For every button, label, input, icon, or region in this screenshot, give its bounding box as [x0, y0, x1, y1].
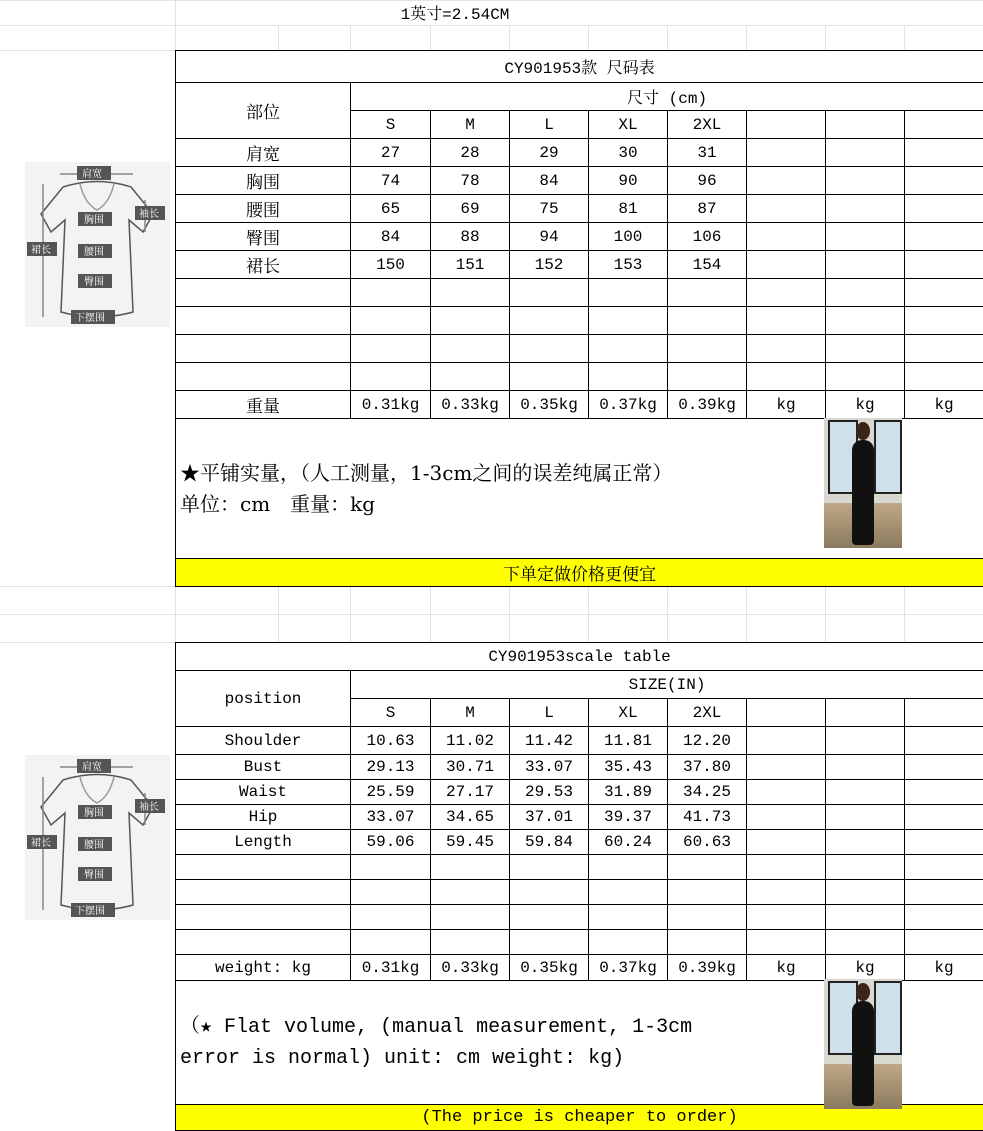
value-cell: 100 — [589, 223, 668, 251]
value-cell — [826, 805, 905, 830]
size-header-cell: S — [351, 111, 431, 139]
value-cell: 96 — [668, 167, 747, 195]
value-cell — [905, 727, 983, 755]
value-cell: 65 — [351, 195, 431, 223]
size-header-cell — [826, 111, 905, 139]
value-cell: 39.37 — [589, 805, 668, 830]
value-cell: 25.59 — [351, 780, 431, 805]
weight-cell: 0.39kg — [668, 391, 747, 419]
diagram-label-shoulder: 肩宽 — [82, 760, 102, 773]
order-price-banner: (The price is cheaper to order) — [176, 1105, 983, 1131]
value-cell: 74 — [351, 167, 431, 195]
value-cell — [905, 223, 983, 251]
value-cell: 37.01 — [510, 805, 589, 830]
value-cell: 88 — [431, 223, 510, 251]
weight-cell: 0.33kg — [431, 391, 510, 419]
value-cell — [826, 727, 905, 755]
row-label: Hip — [176, 805, 351, 830]
value-cell: 30 — [589, 139, 668, 167]
diagram-label-hip: 臀围 — [84, 276, 104, 288]
note-line-2: 单位：cm 重量：kg — [180, 489, 983, 520]
diagram-label-chest: 胸围 — [84, 806, 104, 819]
row-label: Bust — [176, 755, 351, 780]
value-cell: 106 — [668, 223, 747, 251]
value-cell — [826, 139, 905, 167]
diagram-label-chest: 胸围 — [84, 213, 104, 226]
value-cell — [826, 755, 905, 780]
value-cell: 35.43 — [589, 755, 668, 780]
empty-row — [176, 335, 983, 363]
value-cell: 87 — [668, 195, 747, 223]
row-label: 腰围 — [176, 195, 351, 223]
value-cell — [905, 755, 983, 780]
value-cell — [747, 195, 826, 223]
size-unit-header: SIZE(IN) — [351, 671, 983, 699]
size-unit-header: 尺寸 (cm) — [351, 83, 983, 111]
order-price-banner: 下单定做价格更便宜 — [176, 559, 983, 587]
table-row — [176, 139, 983, 167]
size-header-cell: 2XL — [668, 699, 747, 727]
value-cell — [826, 780, 905, 805]
value-cell — [826, 195, 905, 223]
value-cell: 41.73 — [668, 805, 747, 830]
value-cell: 153 — [589, 251, 668, 279]
row-label: Length — [176, 830, 351, 855]
weight-cell: kg — [905, 391, 983, 419]
weight-cell: kg — [826, 955, 905, 981]
size-header-cell: 2XL — [668, 111, 747, 139]
value-cell: 10.63 — [351, 727, 431, 755]
table-row — [176, 805, 983, 830]
garment-measurement-diagram — [25, 162, 170, 327]
diagram-label-hip: 臀围 — [84, 869, 104, 881]
weight-cell: kg — [747, 391, 826, 419]
diagram-label-hem: 下摆围 — [75, 904, 105, 917]
note-line-2: error is normal) unit: cm weight: kg) — [180, 1043, 983, 1074]
value-cell: 152 — [510, 251, 589, 279]
row-label: 臀围 — [176, 223, 351, 251]
weight-cell: 0.39kg — [668, 955, 747, 981]
product-photo — [824, 979, 902, 1109]
value-cell — [905, 251, 983, 279]
table-row — [176, 780, 983, 805]
table-row — [176, 195, 983, 223]
size-header-cell — [826, 699, 905, 727]
size-header-cell: L — [510, 699, 589, 727]
value-cell — [747, 727, 826, 755]
value-cell: 60.24 — [589, 830, 668, 855]
diagram-label-sleeve: 袖长 — [139, 800, 159, 813]
value-cell — [747, 251, 826, 279]
value-cell: 81 — [589, 195, 668, 223]
value-cell: 11.42 — [510, 727, 589, 755]
value-cell — [826, 223, 905, 251]
row-label: 肩宽 — [176, 139, 351, 167]
value-cell: 75 — [510, 195, 589, 223]
weight-cell: 0.35kg — [510, 955, 589, 981]
table-row — [176, 727, 983, 755]
diagram-label-hem: 下摆围 — [75, 311, 105, 324]
empty-row — [176, 930, 983, 955]
value-cell: 31.89 — [589, 780, 668, 805]
value-cell: 31 — [668, 139, 747, 167]
value-cell: 90 — [589, 167, 668, 195]
diagram-label-waist: 腰围 — [84, 839, 104, 851]
value-cell — [826, 830, 905, 855]
table-row — [176, 755, 983, 780]
weight-row — [176, 391, 983, 419]
value-cell: 29.13 — [351, 755, 431, 780]
weight-cell: kg — [747, 955, 826, 981]
size-header-cell: L — [510, 111, 589, 139]
value-cell: 37.80 — [668, 755, 747, 780]
table-row — [176, 251, 983, 279]
diagram-label-shoulder: 肩宽 — [82, 167, 102, 180]
empty-row — [176, 363, 983, 391]
position-header: 部位 — [176, 83, 351, 139]
value-cell — [747, 755, 826, 780]
value-cell — [826, 167, 905, 195]
value-cell: 11.81 — [589, 727, 668, 755]
empty-row — [176, 307, 983, 335]
weight-label: 重量 — [176, 391, 351, 419]
size-header-cell: M — [431, 699, 510, 727]
value-cell: 33.07 — [510, 755, 589, 780]
value-cell — [905, 830, 983, 855]
row-label: 胸围 — [176, 167, 351, 195]
value-cell: 78 — [431, 167, 510, 195]
value-cell: 154 — [668, 251, 747, 279]
value-cell — [905, 805, 983, 830]
weight-cell: 0.31kg — [351, 391, 431, 419]
product-photo — [824, 418, 902, 548]
weight-cell: 0.31kg — [351, 955, 431, 981]
value-cell: 30.71 — [431, 755, 510, 780]
row-label: Shoulder — [176, 727, 351, 755]
size-header-cell — [747, 699, 826, 727]
size-header-cell: XL — [589, 111, 668, 139]
weight-cell: 0.33kg — [431, 955, 510, 981]
value-cell: 69 — [431, 195, 510, 223]
weight-cell: 0.37kg — [589, 391, 668, 419]
value-cell: 27.17 — [431, 780, 510, 805]
garment-measurement-diagram — [25, 755, 170, 920]
size-header-cell — [905, 111, 983, 139]
diagram-label-waist: 腰围 — [84, 246, 104, 258]
table-row — [176, 223, 983, 251]
weight-cell: 0.37kg — [589, 955, 668, 981]
diagram-label-length: 裙长 — [31, 837, 51, 849]
empty-row — [176, 279, 983, 307]
inch-cm-conversion-note: 1英寸=2.54CM — [175, 0, 735, 25]
size-header-cell: S — [351, 699, 431, 727]
size-header-cell — [905, 699, 983, 727]
value-cell — [747, 223, 826, 251]
value-cell: 59.06 — [351, 830, 431, 855]
table-title: CY901953scale table — [176, 643, 983, 671]
size-header-cell: M — [431, 111, 510, 139]
table-row — [176, 167, 983, 195]
size-header-cell: XL — [589, 699, 668, 727]
value-cell — [747, 167, 826, 195]
value-cell — [905, 139, 983, 167]
value-cell: 29.53 — [510, 780, 589, 805]
value-cell: 84 — [351, 223, 431, 251]
weight-row — [176, 955, 983, 981]
value-cell — [905, 780, 983, 805]
value-cell — [747, 805, 826, 830]
value-cell: 60.63 — [668, 830, 747, 855]
weight-cell: 0.35kg — [510, 391, 589, 419]
value-cell: 28 — [431, 139, 510, 167]
value-cell: 84 — [510, 167, 589, 195]
row-label: Waist — [176, 780, 351, 805]
weight-cell: kg — [905, 955, 983, 981]
value-cell: 59.45 — [431, 830, 510, 855]
table-title: CY901953款 尺码表 — [176, 51, 983, 83]
value-cell — [826, 251, 905, 279]
note-line-1: ★平铺实量，（人工测量，1-3cm之间的误差纯属正常） — [180, 458, 983, 489]
size-header-cell — [747, 111, 826, 139]
value-cell: 27 — [351, 139, 431, 167]
empty-row — [176, 905, 983, 930]
value-cell — [905, 195, 983, 223]
table-row — [176, 830, 983, 855]
value-cell: 151 — [431, 251, 510, 279]
dress-outline-icon — [25, 755, 170, 920]
value-cell: 94 — [510, 223, 589, 251]
row-label: 裙长 — [176, 251, 351, 279]
note-line-1: （★ Flat volume, (manual measurement, 1-3cm — [180, 1012, 983, 1043]
value-cell — [747, 830, 826, 855]
weight-cell: kg — [826, 391, 905, 419]
value-cell: 34.25 — [668, 780, 747, 805]
position-header: position — [176, 671, 351, 727]
empty-row — [176, 855, 983, 880]
weight-label: weight: kg — [176, 955, 351, 981]
value-cell: 150 — [351, 251, 431, 279]
value-cell: 33.07 — [351, 805, 431, 830]
value-cell — [905, 167, 983, 195]
value-cell — [747, 139, 826, 167]
diagram-label-sleeve: 袖长 — [139, 207, 159, 220]
value-cell: 12.20 — [668, 727, 747, 755]
value-cell — [747, 780, 826, 805]
value-cell: 29 — [510, 139, 589, 167]
diagram-label-length: 裙长 — [31, 244, 51, 256]
empty-row — [176, 880, 983, 905]
value-cell: 11.02 — [431, 727, 510, 755]
value-cell: 34.65 — [431, 805, 510, 830]
dress-outline-icon — [25, 162, 170, 327]
value-cell: 59.84 — [510, 830, 589, 855]
